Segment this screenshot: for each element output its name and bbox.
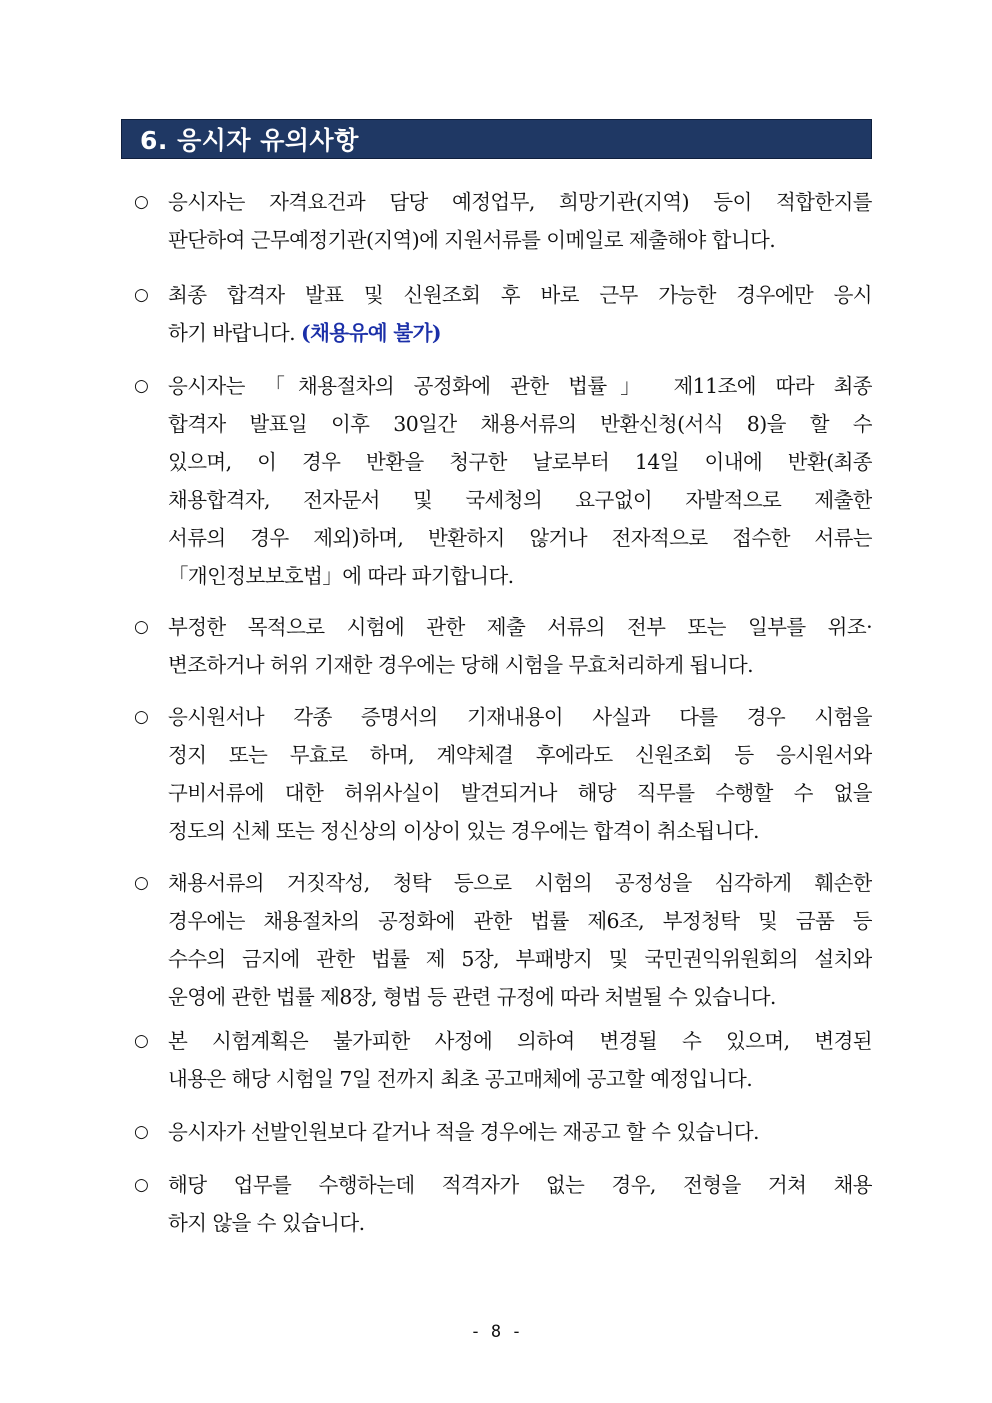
bullet-circle-icon: ○	[134, 873, 149, 893]
bullet-circle-icon: ○	[134, 376, 149, 396]
notice-line: 최종 합격자 발표 및 신원조회 후 바로 근무 가능한 경우에만 응시	[168, 283, 872, 307]
page-number: - 8 -	[470, 1322, 522, 1342]
notice-item-4	[134, 608, 872, 684]
notice-line: 응시원서나 각종 증명서의 기재내용이 사실과 다를 경우 시험을	[168, 705, 872, 729]
notice-line-with-emphasis	[168, 314, 872, 352]
notice-item-7	[134, 1022, 872, 1098]
bullet-circle-icon: ○	[134, 617, 149, 637]
bullet-circle-icon: ○	[134, 285, 149, 305]
bullet-circle-icon: ○	[134, 1031, 149, 1051]
notice-line: 응시자는 「채용절차의 공정화에 관한 법률」 제11조에 따라 최종	[168, 374, 872, 398]
notice-line: 경우에는 채용절차의 공정화에 관한 법률 제6조, 부정청탁 및 금품 등	[168, 909, 872, 933]
notice-line: 합격자 발표일 이후 30일간 채용서류의 반환신청(서식 8)을 할 수	[168, 412, 872, 436]
notice-line: 판단하여 근무예정기관(지역)에 지원서류를 이메일로 제출해야 합니다.	[168, 228, 776, 252]
notice-line: 정지 또는 무효로 하며, 계약체결 후에라도 신원조회 등 응시원서와	[168, 743, 872, 767]
notice-line: 정도의 신체 또는 정신상의 이상이 있는 경우에는 합격이 취소됩니다.	[168, 819, 759, 843]
notice-line: 부정한 목적으로 시험에 관한 제출 서류의 전부 또는 일부를 위조·	[168, 615, 872, 639]
notice-line: 해당 업무를 수행하는데 적격자가 없는 경우, 전형을 거쳐 채용	[168, 1173, 872, 1197]
bullet-circle-icon: ○	[134, 707, 149, 727]
notice-line: 있으며, 이 경우 반환을 청구한 날로부터 14일 이내에 반환(최종	[168, 450, 872, 474]
notice-line: 수수의 금지에 관한 법률 제 5장, 부패방지 및 국민권익위원회의 설치와	[168, 947, 872, 971]
notice-line: 하지 않을 수 있습니다.	[168, 1211, 365, 1235]
section-title: 6. 응시자 유의사항	[140, 126, 359, 155]
bullet-circle-icon: ○	[134, 192, 149, 212]
notice-item-6	[134, 864, 872, 1016]
notice-line: 운영에 관한 법률 제8장, 형법 등 관련 규정에 따라 처벌될 수 있습니다.	[168, 985, 776, 1009]
notice-item-3	[134, 367, 872, 595]
notice-item-8	[134, 1113, 872, 1151]
bullet-circle-icon: ○	[134, 1175, 149, 1195]
notice-line: 응시자가 선발인원보다 같거나 적을 경우에는 재공고 할 수 있습니다.	[168, 1120, 759, 1144]
emphasis-text: (채용유예 불가)	[300, 321, 441, 345]
notice-item-5	[134, 698, 872, 850]
notice-line: 본 시험계획은 불가피한 사정에 의하여 변경될 수 있으며, 변경된	[168, 1029, 872, 1053]
notice-line: 서류의 경우 제외)하며, 반환하지 않거나 전자적으로 접수한 서류는	[168, 526, 872, 550]
notice-line: 응시자는 자격요건과 담당 예정업무, 희망기관(지역) 등이 적합한지를	[168, 190, 872, 214]
notice-line: 구비서류에 대한 허위사실이 발견되거나 해당 직무를 수행할 수 없을	[168, 781, 872, 805]
notice-item-2	[134, 276, 872, 352]
notice-item-9	[134, 1166, 872, 1242]
notice-line: 채용합격자, 전자문서 및 국세청의 요구없이 자발적으로 제출한	[168, 488, 872, 512]
section-header	[121, 119, 872, 159]
notice-line: 「개인정보보호법」에 따라 파기합니다.	[168, 564, 514, 588]
notice-line: 변조하거나 허위 기재한 경우에는 당해 시험을 무효처리하게 됩니다.	[168, 653, 754, 677]
notice-line-text: 하기 바랍니다.	[168, 321, 296, 345]
bullet-circle-icon: ○	[134, 1122, 149, 1142]
notice-line: 채용서류의 거짓작성, 청탁 등으로 시험의 공정성을 심각하게 훼손한	[168, 871, 872, 895]
notice-line: 내용은 해당 시험일 7일 전까지 최초 공고매체에 공고할 예정입니다.	[168, 1067, 753, 1091]
notice-item-1	[134, 183, 872, 259]
